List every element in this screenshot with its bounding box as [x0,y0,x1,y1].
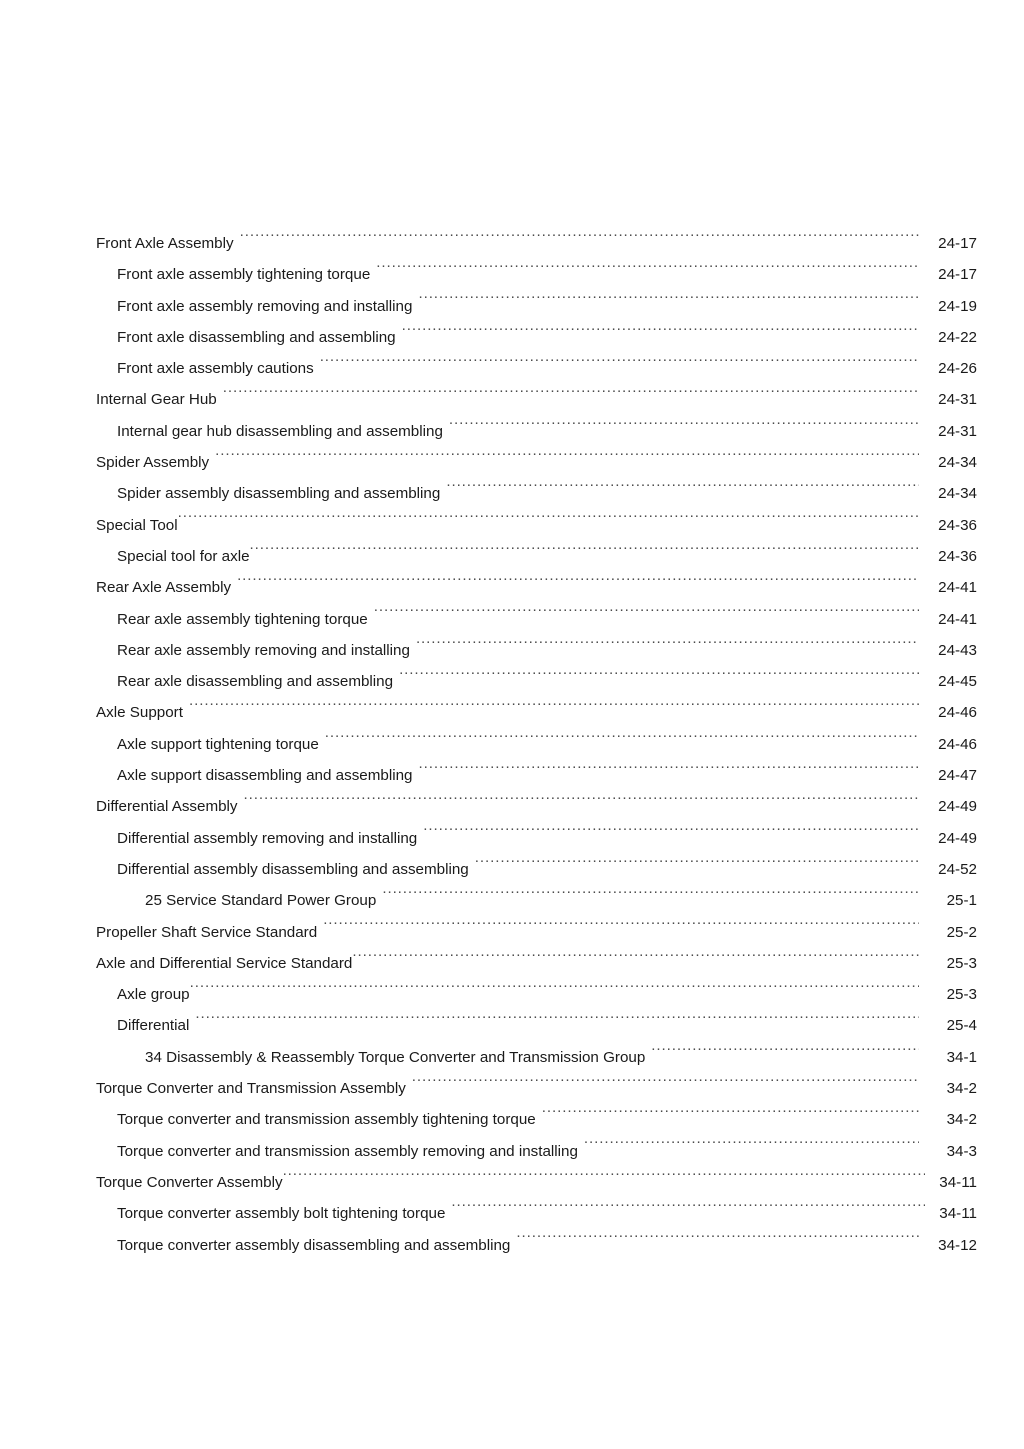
toc-entry[interactable] [0,823,1024,854]
toc-entry[interactable] [0,760,1024,791]
toc-dot-leader [189,702,919,717]
toc-entry-page-number: 24-49 [938,798,977,816]
toc-entry-title: Axle Support [96,704,183,722]
toc-entry-page-number: 24-34 [938,454,977,472]
toc-entry-title: Front axle disassembling and assembling [117,328,396,346]
toc-entry[interactable] [0,322,1024,353]
toc-entry-page-number: 34-11 [939,1205,977,1223]
toc-entry-title: Axle group [117,986,190,1004]
toc-entry-title: Torque Converter Assembly [96,1173,283,1191]
toc-entry-page-number: 24-31 [938,391,977,409]
toc-dot-leader [542,1109,919,1124]
toc-entry[interactable] [0,854,1024,885]
toc-dot-leader [584,1140,919,1155]
toc-entry-page-number: 24-47 [938,767,977,785]
toc-dot-leader [475,859,919,874]
toc-dot-leader [195,1015,919,1030]
toc-entry[interactable] [0,635,1024,666]
toc-dot-leader [399,671,919,686]
toc-entry-title: Torque Converter and Transmission Assembly [96,1080,406,1098]
toc-entry-page-number: 24-26 [938,360,977,378]
toc-entry-page-number: 34-1 [946,1048,977,1066]
toc-entry-page-number: 24-41 [938,579,977,597]
toc-entry-title: Rear axle assembly tightening torque [117,610,368,628]
table-of-contents [0,228,1024,1261]
toc-entry-title: Rear axle assembly removing and installing [117,641,410,659]
toc-entry-page-number: 24-36 [938,547,977,565]
toc-entry-page-number: 24-45 [938,673,977,691]
toc-dot-leader [283,1172,925,1187]
toc-entry[interactable] [0,228,1024,259]
toc-entry-title: Torque converter assembly bolt tightening torque [117,1205,446,1223]
toc-entry[interactable] [0,948,1024,979]
toc-entry-page-number: 25-2 [946,923,977,941]
toc-entry-title: Front axle assembly removing and installing [117,297,413,315]
toc-entry-page-number: 34-2 [946,1111,977,1129]
toc-dot-leader [323,921,919,936]
toc-entry-title: Special Tool [96,516,178,534]
toc-entry-title: Differential [117,1017,190,1035]
toc-dot-leader [416,640,919,655]
toc-entry-title: Propeller Shaft Service Standard [96,923,318,941]
toc-entry-title: Differential assembly removing and installing [117,829,418,847]
toc-dot-leader [320,358,919,373]
toc-entry-title: Torque converter and transmission assembly tightening torque [117,1111,536,1129]
toc-entry-title: Axle support tightening torque [117,735,319,753]
toc-entry[interactable] [0,1136,1024,1167]
toc-entry[interactable] [0,604,1024,635]
toc-entry-page-number: 24-17 [938,235,977,252]
toc-dot-leader [382,890,919,905]
toc-entry[interactable] [0,917,1024,948]
toc-dot-leader [250,546,919,561]
toc-dot-leader [402,327,919,342]
toc-dot-leader [418,295,919,310]
toc-entry[interactable] [0,416,1024,447]
toc-dot-leader [178,514,919,529]
toc-entry-page-number: 24-31 [938,422,977,440]
toc-entry[interactable] [0,572,1024,603]
toc-entry-page-number: 25-1 [946,892,977,910]
toc-dot-leader [446,483,919,498]
toc-entry[interactable] [0,979,1024,1010]
toc-dot-leader [412,1078,919,1093]
toc-entry-page-number: 25-3 [946,986,977,1004]
toc-entry-page-number: 34-2 [946,1080,977,1098]
toc-entry-title: Front axle assembly cautions [117,360,314,378]
toc-entry[interactable] [0,291,1024,322]
toc-entry[interactable] [0,1010,1024,1041]
toc-entry[interactable] [0,447,1024,478]
toc-entry[interactable] [0,541,1024,572]
toc-entry[interactable] [0,478,1024,509]
toc-entry-page-number: 24-43 [938,641,977,659]
toc-entry[interactable] [0,1104,1024,1135]
toc-entry-title: Spider assembly disassembling and assembling [117,485,441,503]
toc-dot-leader [374,608,919,623]
toc-entry-page-number: 24-17 [938,266,977,284]
toc-entry-title: Torque converter and transmission assembly removing and installing [117,1142,578,1160]
toc-entry-title: 25 Service Standard Power Group [145,892,377,910]
toc-dot-leader [451,1203,925,1218]
toc-entry[interactable] [0,259,1024,290]
toc-entry-page-number: 24-41 [938,610,977,628]
toc-entry[interactable] [0,1167,1024,1198]
toc-entry-page-number: 34-11 [939,1173,977,1191]
toc-entry-title: Special tool for axle [117,547,250,565]
toc-entry-page-number: 24-46 [938,735,977,753]
toc-entry-title: Axle support disassembling and assembling [117,767,413,785]
toc-entry-page-number: 24-22 [938,328,977,346]
toc-entry-title: Differential assembly disassembling and assembling [117,860,469,878]
toc-entry[interactable] [0,1198,1024,1229]
toc-dot-leader [418,765,919,780]
toc-entry-page-number: 24-34 [938,485,977,503]
toc-dot-leader [352,953,919,968]
toc-entry-title: Axle and Differential Service Standard [96,954,353,972]
toc-dot-leader [449,421,919,436]
toc-dot-leader [376,264,919,279]
toc-dot-leader [215,452,919,467]
toc-dot-leader [423,827,919,842]
toc-entry-page-number: 24-52 [938,860,977,878]
toc-entry[interactable] [0,1042,1024,1073]
toc-entry-title: Rear axle disassembling and assembling [117,673,394,691]
toc-entry[interactable] [0,1073,1024,1104]
toc-entry-page-number: 24-49 [938,829,977,847]
toc-dot-leader [223,389,919,404]
toc-entry[interactable] [0,885,1024,916]
toc-entry-title: Internal gear hub disassembling and assembling [117,422,443,440]
toc-dot-leader [325,734,919,749]
toc-entry[interactable] [0,353,1024,384]
toc-entry-page-number: 24-19 [938,297,977,315]
toc-entry[interactable] [0,697,1024,728]
toc-dot-leader [516,1234,919,1249]
toc-entry-page-number: 25-3 [946,954,977,972]
toc-entry-title: Differential Assembly [96,798,238,816]
toc-entry-page-number: 24-36 [938,516,977,534]
toc-entry-title: Front axle assembly tightening torque [117,266,371,284]
toc-entry-title: Front Axle Assembly [96,235,234,252]
toc-entry[interactable] [0,729,1024,760]
toc-entry[interactable] [0,510,1024,541]
toc-entry-title: Internal Gear Hub [96,391,217,409]
toc-dot-leader [190,984,919,999]
toc-entry[interactable] [0,666,1024,697]
toc-entry-title: Torque converter assembly disassembling and assembling [117,1236,511,1254]
toc-entry-page-number: 34-3 [946,1142,977,1160]
toc-entry-page-number: 25-4 [946,1017,977,1035]
toc-entry-title: Spider Assembly [96,454,210,472]
toc-entry-title: Rear Axle Assembly [96,579,232,597]
toc-dot-leader [244,796,919,811]
toc-dot-leader [240,233,919,248]
toc-entry[interactable] [0,1230,1024,1261]
toc-entry-page-number: 24-46 [938,704,977,722]
toc-entry[interactable] [0,791,1024,822]
toc-entry[interactable] [0,384,1024,415]
toc-dot-leader [237,577,919,592]
toc-entry-title: 34 Disassembly & Reassembly Torque Converter and Transmission Group [145,1048,646,1066]
toc-entry-page-number: 34-12 [938,1236,977,1254]
toc-dot-leader [651,1047,919,1062]
